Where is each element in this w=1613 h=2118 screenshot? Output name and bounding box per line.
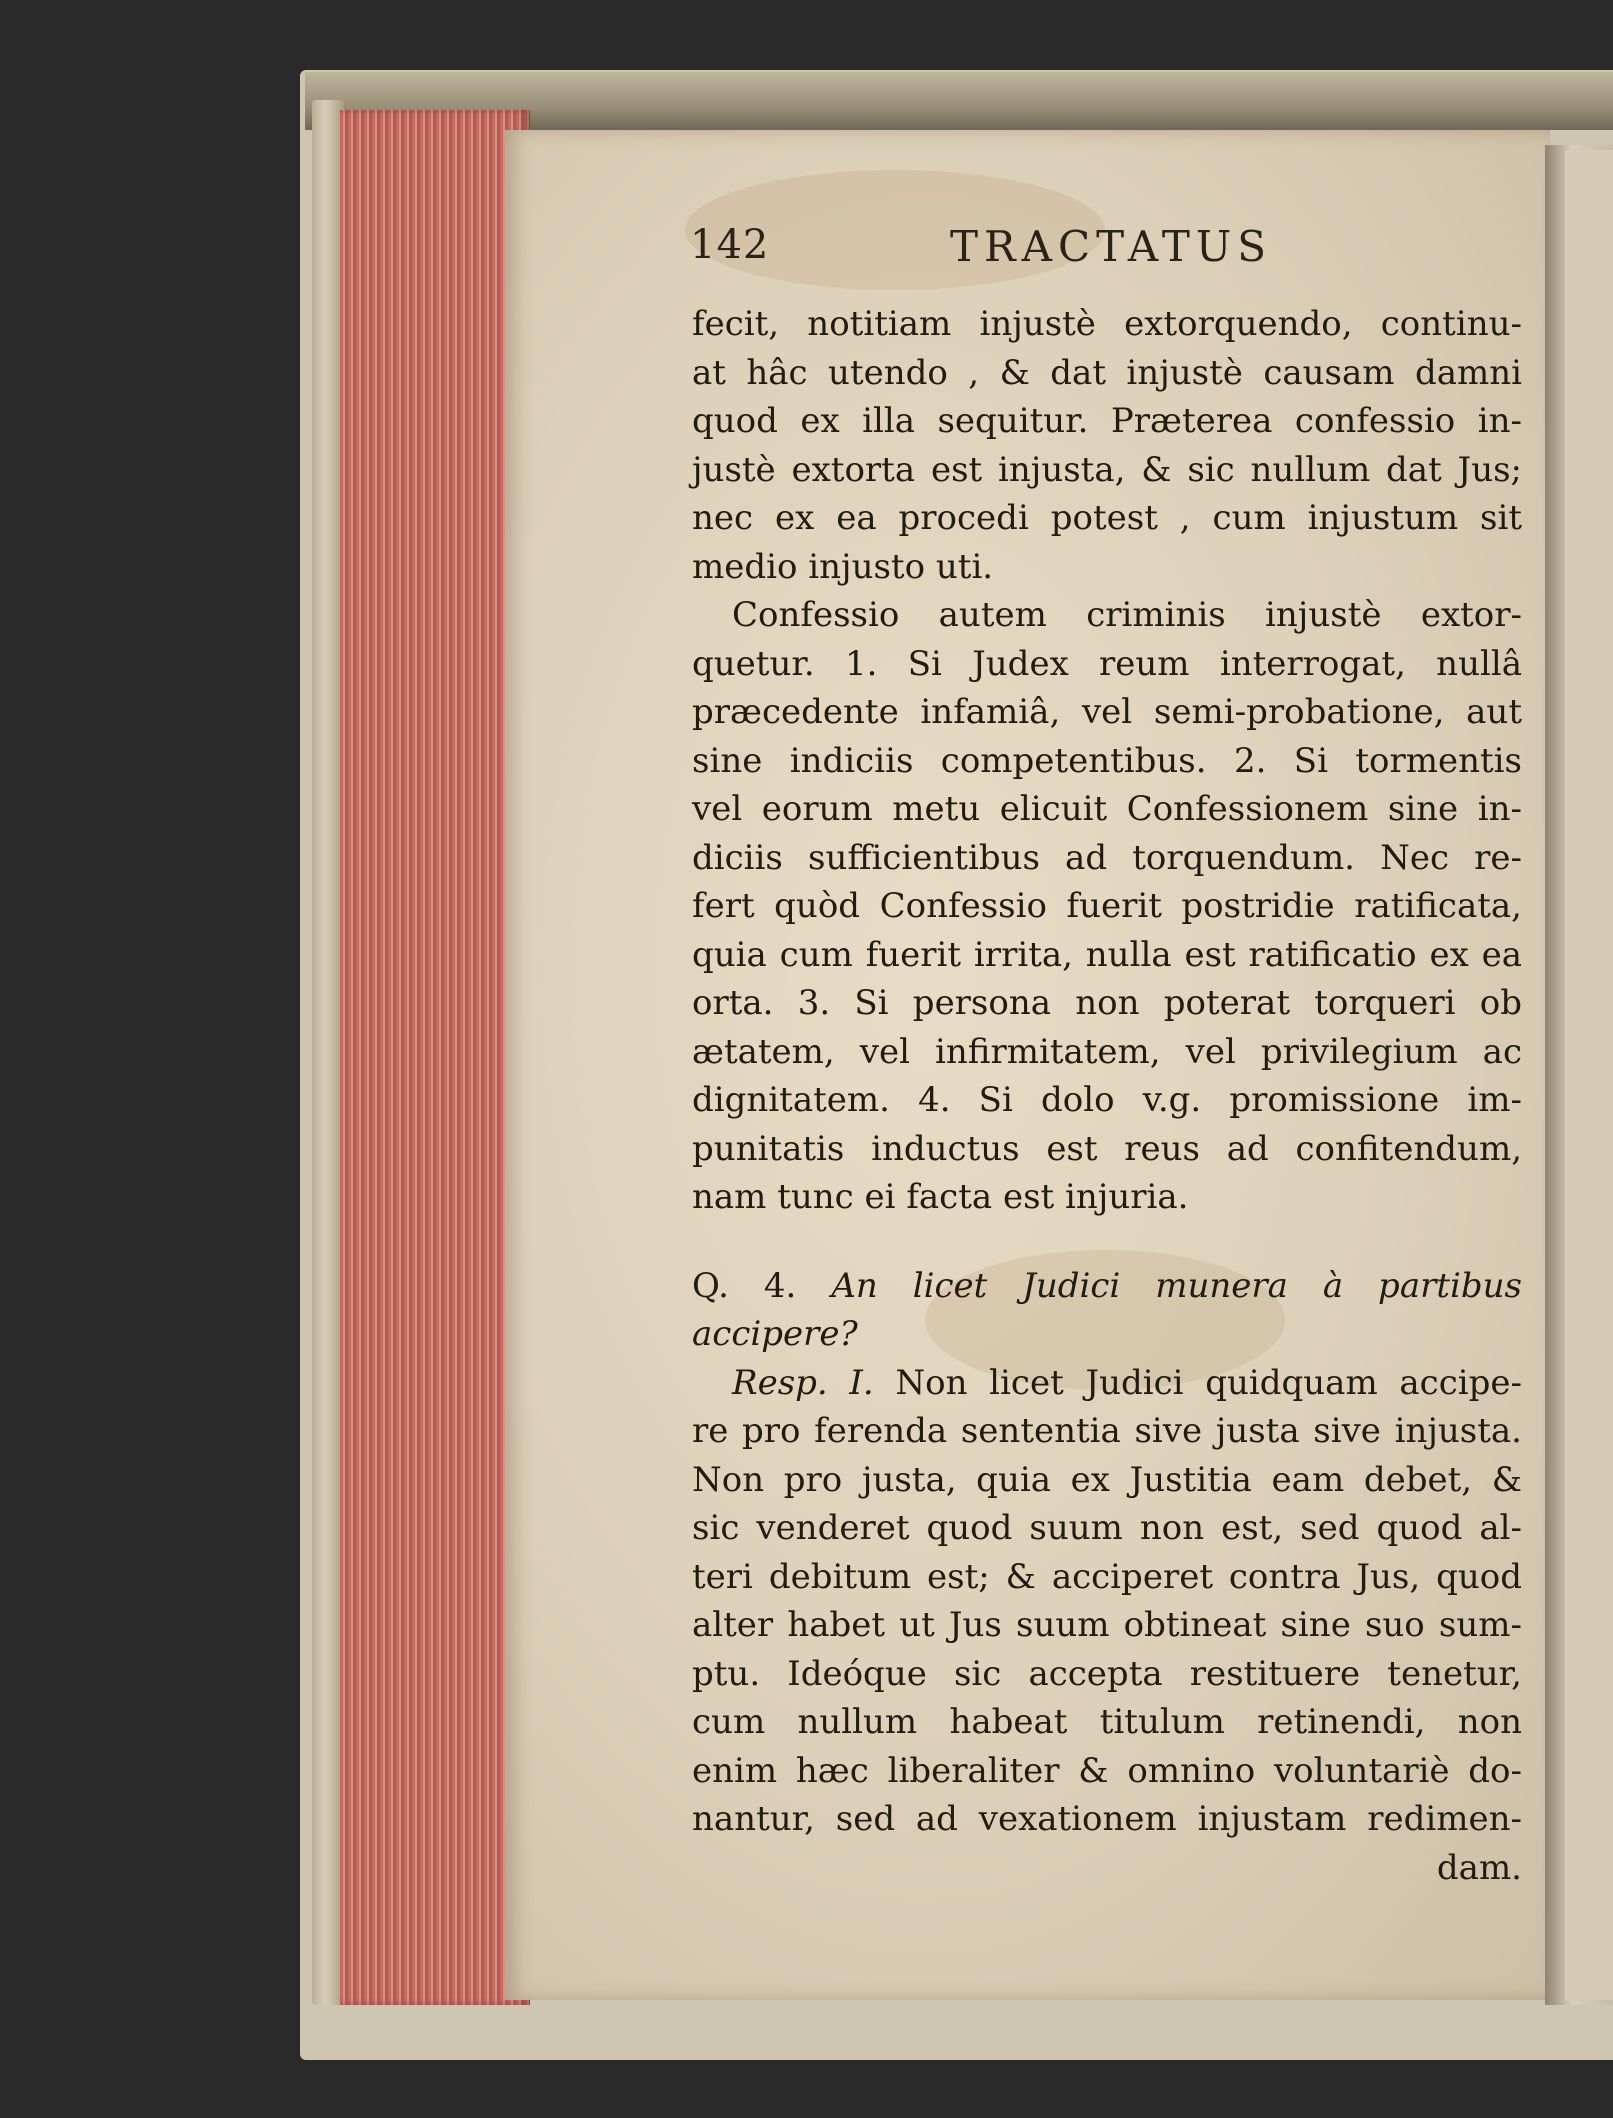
text-line: Non pro justa, quia ex Justitia eam debet, &	[692, 1459, 1522, 1500]
text-line: medio injusto uti.	[692, 546, 994, 587]
paragraph	[692, 591, 1522, 1222]
text-line: punitatis inductus est reus ad confitendum,	[692, 1128, 1522, 1169]
text-line: ptu. Ideóque sic accepta restituere tenetur,	[692, 1653, 1522, 1694]
text-line: orta. 3. Si persona non poterat torqueri ob	[692, 983, 1522, 1023]
text-line: teri debitum est; & acciperet contra Jus, quod	[692, 1556, 1522, 1597]
text-line: nec ex ea procedi potest , cum injustum sit	[692, 498, 1522, 538]
text-line	[692, 1359, 1522, 1408]
page-edges-red	[340, 110, 530, 2005]
question-text: An licet Judici munera à partibus accipere?	[692, 1265, 1522, 1354]
text-line: sic venderet quod suum non est, sed quod al-	[692, 1508, 1522, 1548]
text-line: re pro ferenda sententia sive justa sive injusta.	[692, 1411, 1522, 1451]
response-paragraph	[692, 1359, 1522, 1893]
text-line: præcedente infamiâ, vel semi-probatione, aut	[692, 692, 1522, 732]
page-number: 142	[690, 222, 770, 268]
running-title: TRACTATUS	[950, 222, 1273, 271]
page-header	[690, 222, 1540, 282]
question-label: Q. 4.	[692, 1265, 797, 1306]
text-line: justè extorta est injusta, & sic nullum dat Jus;	[692, 449, 1522, 490]
text-line: nam tunc ei facta est injuria.	[692, 1177, 1189, 1217]
text-line: cum nullum habeat titulum retinendi, non	[692, 1702, 1522, 1742]
text-line: dignitatem. 4. Si dolo v.g. promissione im-	[692, 1080, 1522, 1120]
text-line: quetur. 1. Si Judex reum interrogat, nullâ	[692, 643, 1522, 684]
catchword: dam.	[1436, 1847, 1522, 1888]
text-line: ætatem, vel infirmitatem, vel privilegium ac	[692, 1031, 1522, 1072]
text-block	[692, 300, 1522, 1892]
text-line: alter habet ut Jus suum obtineat sine suo sum-	[692, 1605, 1522, 1645]
response-first-line: Non licet Judici quidquam accipe-	[895, 1362, 1522, 1403]
text-line: at hâc utendo , & dat injustè causam damni	[692, 352, 1522, 393]
text-line: quod ex illa sequitur. Præterea confessio in-	[692, 401, 1522, 441]
text-line: vel eorum metu elicuit Confessionem sine in-	[692, 789, 1522, 829]
text-line: Confessio autem criminis injustè extor-	[732, 595, 1522, 635]
text-line: quia cum fuerit irrita, nulla est ratificatio ex ea	[692, 934, 1522, 975]
paragraph	[692, 300, 1522, 591]
text-line: sine indiciis competentibus. 2. Si tormentis	[692, 740, 1522, 781]
facing-page-edge	[1565, 150, 1613, 2000]
response-label: Resp. I.	[732, 1362, 874, 1403]
text-line: fecit, notitiam injustè extorquendo, continu-	[692, 304, 1522, 344]
text-line: fert quòd Confessio fuerit postridie ratificata,	[692, 886, 1522, 926]
text-line: enim hæc liberaliter & omnino voluntariè do-	[692, 1750, 1522, 1791]
question-heading	[692, 1262, 1522, 1359]
text-line: nantur, sed ad vexationem injustam redimen-	[692, 1799, 1522, 1839]
text-line: diciis sufficientibus ad torquendum. Nec re-	[692, 837, 1522, 878]
